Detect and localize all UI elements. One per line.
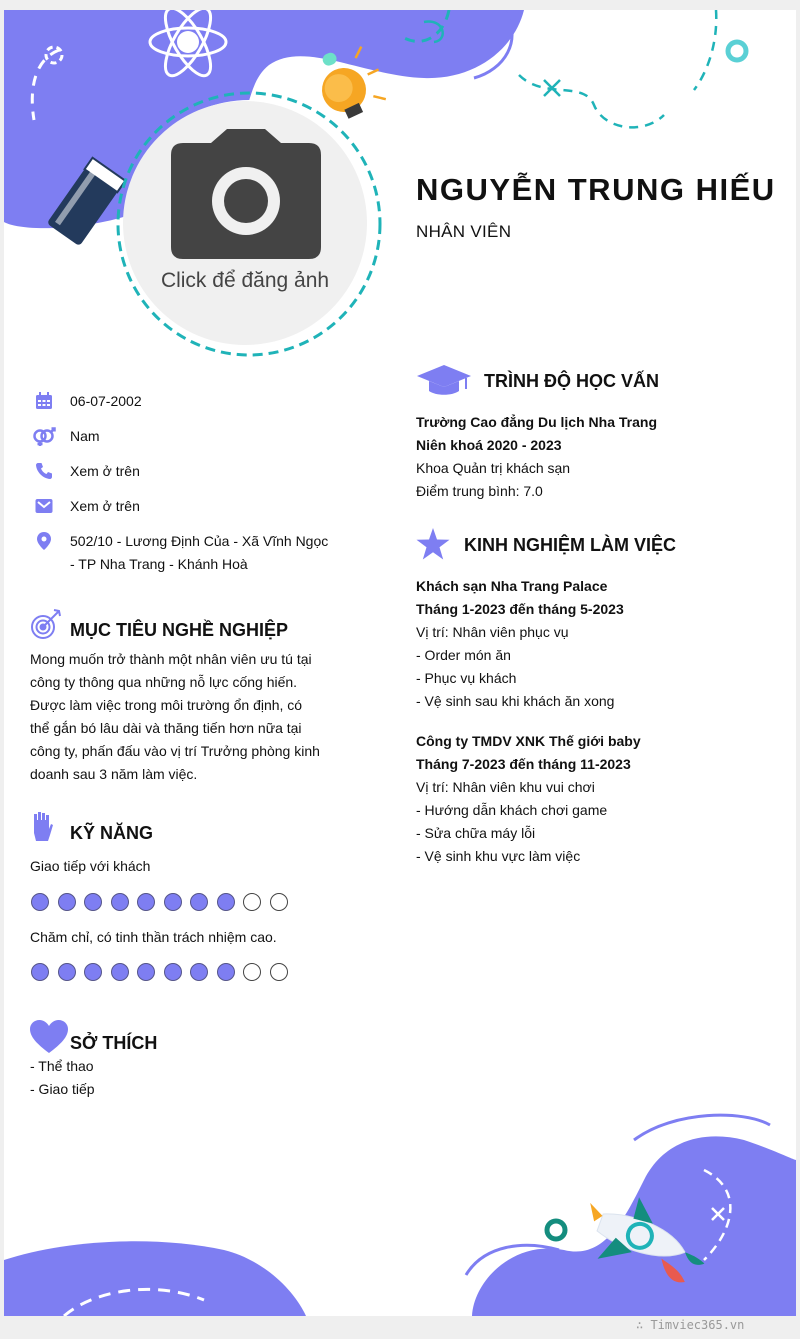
hobby-item: - Thể thao bbox=[30, 1058, 94, 1074]
objective-line: Được làm việc trong môi trường ổn định, có bbox=[30, 697, 303, 713]
job-period: Tháng 1-2023 đến tháng 5-2023 bbox=[416, 601, 624, 617]
skill-dot-empty bbox=[270, 963, 288, 981]
education-gpa: Điểm trung bình: 7.0 bbox=[416, 483, 543, 499]
job-company: Công ty TMDV XNK Thế giới baby bbox=[416, 733, 641, 749]
gender-row bbox=[30, 427, 100, 448]
phone-row bbox=[30, 462, 140, 483]
gender-value: Nam bbox=[70, 428, 100, 444]
hobby-item: - Giao tiếp bbox=[30, 1081, 95, 1097]
skill-dot-empty bbox=[243, 963, 261, 981]
hobbies-list bbox=[30, 1055, 95, 1101]
birthday-value: 06-07-2002 bbox=[70, 393, 142, 409]
skill-rating bbox=[31, 963, 288, 981]
skill-dot-filled bbox=[217, 893, 235, 911]
objective-line: công ty thông qua những nỗ lực cống hiến. bbox=[30, 674, 298, 690]
star-icon bbox=[416, 528, 450, 565]
objective-title: MỤC TIÊU NGHỀ NGHIỆP bbox=[70, 620, 289, 640]
skill-dot-filled bbox=[137, 963, 155, 981]
skill-dot-filled bbox=[58, 963, 76, 981]
school-name: Trường Cao đẳng Du lịch Nha Trang bbox=[416, 414, 657, 430]
address-line-2: - TP Nha Trang - Khánh Hoà bbox=[70, 556, 248, 572]
skill-dot-filled bbox=[111, 893, 129, 911]
skill-dot-empty bbox=[243, 893, 261, 911]
skill-dot-filled bbox=[58, 893, 76, 911]
phone-icon bbox=[30, 462, 58, 482]
candidate-role: NHÂN VIÊN bbox=[416, 222, 512, 241]
job-position: Vị trí: Nhân viên phục vụ bbox=[416, 624, 569, 640]
education-period: Niên khoá 2020 - 2023 bbox=[416, 437, 562, 453]
objective-line: công ty, phấn đấu vào vị trí Trưởng phòng kinh bbox=[30, 743, 320, 759]
education-title: TRÌNH ĐỘ HỌC VẤN bbox=[484, 371, 659, 391]
skill-dot-filled bbox=[190, 963, 208, 981]
skill-dot-filled bbox=[217, 963, 235, 981]
camera-icon bbox=[171, 129, 321, 261]
target-icon bbox=[30, 608, 62, 645]
job-task: - Vệ sinh sau khi khách ăn xong bbox=[416, 693, 615, 709]
objective-line: Mong muốn trở thành một nhân viên ưu tú tại bbox=[30, 651, 312, 667]
job-period: Tháng 7-2023 đến tháng 11-2023 bbox=[416, 756, 631, 772]
location-icon bbox=[30, 532, 58, 552]
email-row bbox=[30, 497, 140, 518]
skill-dot-filled bbox=[164, 963, 182, 981]
heart-icon bbox=[30, 1020, 68, 1059]
gender-icon bbox=[30, 427, 58, 447]
skill-dot-filled bbox=[137, 893, 155, 911]
watermark: ∴ Timviec365.vn bbox=[636, 1318, 745, 1332]
skill-dot-filled bbox=[31, 963, 49, 981]
job-task: - Sửa chữa máy lỗi bbox=[416, 825, 536, 841]
graduation-cap-icon bbox=[416, 363, 472, 402]
objective-line: doanh sau 3 năm làm việc. bbox=[30, 766, 198, 782]
skill-dot-empty bbox=[270, 893, 288, 911]
job-entry bbox=[416, 575, 624, 713]
objective-line: thể gắn bó lâu dài và thăng tiến hơn nữa tại bbox=[30, 720, 302, 736]
education-details bbox=[416, 411, 657, 503]
job-task: - Order món ăn bbox=[416, 647, 511, 663]
experience-title: KINH NGHIỆM LÀM VIỆC bbox=[464, 535, 677, 555]
skill-dot-filled bbox=[84, 963, 102, 981]
photo-label: Click để đăng ảnh bbox=[160, 269, 330, 292]
job-task: - Vệ sinh khu vực làm việc bbox=[416, 848, 581, 864]
job-position: Vị trí: Nhân viên khu vui chơi bbox=[416, 779, 595, 795]
birthday-row bbox=[30, 392, 142, 413]
job-entry bbox=[416, 730, 641, 868]
skill-dot-filled bbox=[164, 893, 182, 911]
skill-rating bbox=[31, 893, 288, 911]
photo-upload[interactable] bbox=[123, 101, 367, 345]
skill-dot-filled bbox=[111, 963, 129, 981]
candidate-name: NGUYỄN TRUNG HIẾU bbox=[416, 172, 776, 207]
footer-decoration bbox=[4, 1100, 796, 1316]
calendar-icon bbox=[30, 392, 58, 412]
objective-text bbox=[30, 648, 321, 786]
job-company: Khách sạn Nha Trang Palace bbox=[416, 578, 608, 594]
job-task: - Hướng dẫn khách chơi game bbox=[416, 802, 608, 818]
phone-value: Xem ở trên bbox=[70, 463, 140, 479]
email-icon bbox=[30, 497, 58, 517]
address-row bbox=[30, 532, 328, 576]
education-major: Khoa Quản trị khách sạn bbox=[416, 460, 571, 476]
email-value: Xem ở trên bbox=[70, 498, 140, 514]
skills-title: KỸ NĂNG bbox=[70, 823, 154, 843]
skill-name: Chăm chỉ, có tinh thần trách nhiệm cao. bbox=[30, 929, 277, 945]
skill-name: Giao tiếp với khách bbox=[30, 858, 151, 874]
address-value bbox=[70, 530, 328, 576]
skill-dot-filled bbox=[31, 893, 49, 911]
skill-dot-filled bbox=[190, 893, 208, 911]
skill-dot-filled bbox=[84, 893, 102, 911]
hobbies-title: SỞ THÍCH bbox=[70, 1033, 158, 1053]
hand-icon bbox=[30, 811, 54, 848]
cv-page bbox=[4, 10, 796, 1316]
job-task: - Phục vụ khách bbox=[416, 670, 517, 686]
address-line-1: 502/10 - Lương Định Của - Xã Vĩnh Ngọc bbox=[70, 533, 329, 549]
